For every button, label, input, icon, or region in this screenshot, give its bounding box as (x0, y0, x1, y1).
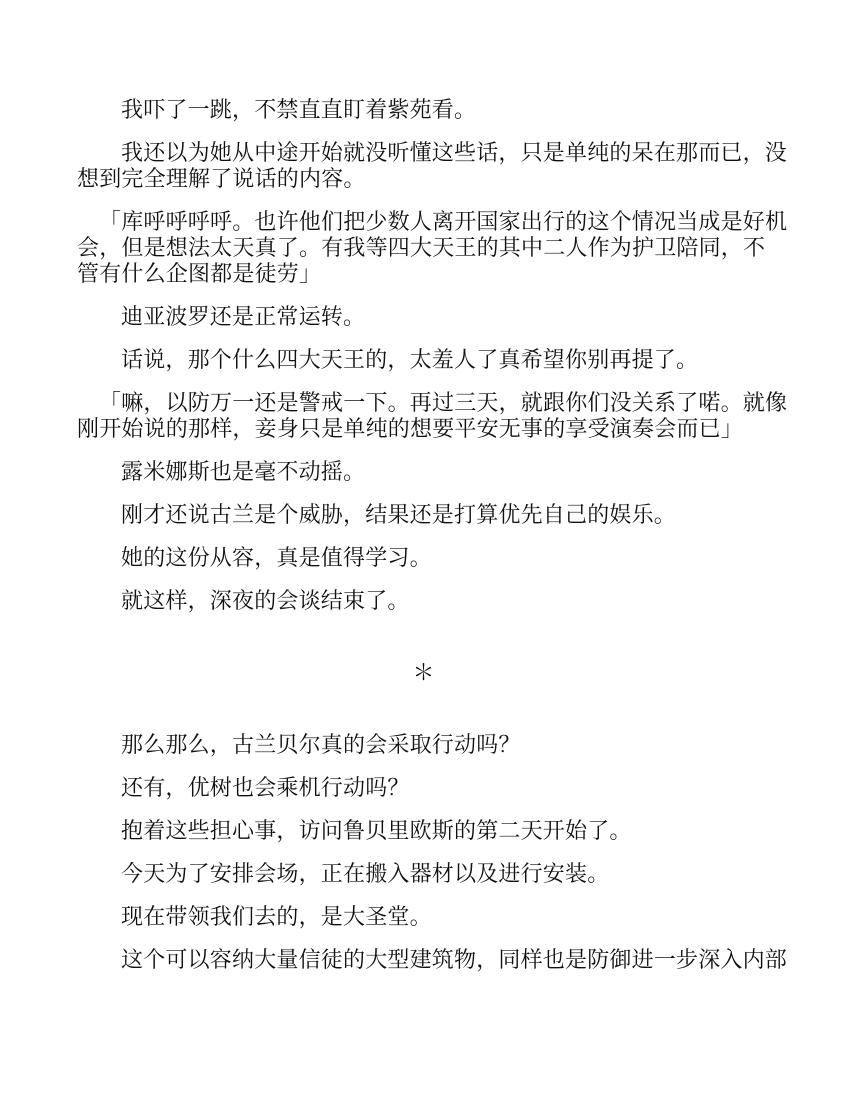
text-line: 她的这份从容，真是值得学习。 (121, 545, 432, 570)
paragraph (77, 904, 850, 930)
text-line: 抱着这些担心事，访问鲁贝里欧斯的第二天开始了。 (121, 818, 632, 843)
paragraph (77, 545, 850, 571)
paragraph (77, 502, 850, 528)
paragraph (77, 775, 850, 801)
text-line: 现在带领我们去的，是大圣堂。 (121, 904, 432, 929)
text-line: 「库呼呼呼呼。也许他们把少数人离开国家出行的这个情况当成是好机 (99, 209, 788, 234)
text-line: 「嘛，以防万一还是警戒一下。再过三天，就跟你们没关系了喏。就像 (99, 390, 788, 415)
text-line: 露米娜斯也是毫不动摇。 (121, 459, 366, 484)
paragraph (77, 459, 850, 485)
text-line: 这个可以容纳大量信徒的大型建筑物，同样也是防御进一步深入内部 (121, 947, 788, 972)
paragraph (77, 140, 850, 192)
text-line: 我吓了一跳，不禁直直盯着紫苑看。 (121, 97, 477, 122)
text-line: 我还以为她从中途开始就没听懂这些话，只是单纯的呆在那而已，没 (121, 140, 788, 165)
text-line: 刚才还说古兰是个威胁，结果还是打算优先自己的娱乐。 (121, 502, 677, 527)
paragraph (77, 861, 850, 887)
text-line: 迪亚波罗还是正常运转。 (121, 304, 366, 329)
text-line: 那么那么，古兰贝尔真的会采取行动吗？ (121, 732, 521, 757)
paragraph (77, 347, 850, 373)
paragraph (77, 947, 850, 973)
text-line: 会，但是想法太天真了。有我等四大天王的其中二人作为护卫陪同，不 (77, 235, 766, 260)
paragraph (77, 97, 850, 123)
text-line: 刚开始说的那样，妾身只是单纯的想要平安无事的享受演奏会而已」 (77, 416, 744, 441)
text-line: 想到完全理解了说话的内容。 (77, 166, 366, 191)
paragraph (77, 818, 850, 844)
paragraph (77, 588, 850, 614)
paragraph (77, 304, 850, 330)
text-line: 就这样，深夜的会谈结束了。 (121, 588, 410, 613)
section-separator: ＊ (412, 660, 435, 685)
text-line: 话说，那个什么四大天王的，太羞人了真希望你别再提了。 (121, 347, 699, 372)
text-line: 管有什么企图都是徒劳」 (77, 261, 322, 286)
paragraph (77, 209, 850, 287)
paragraph (77, 390, 850, 442)
text-line: 今天为了安排会场，正在搬入器材以及进行安装。 (121, 861, 610, 886)
text-line: 还有，优树也会乘机行动吗？ (121, 775, 410, 800)
paragraph (77, 732, 850, 758)
